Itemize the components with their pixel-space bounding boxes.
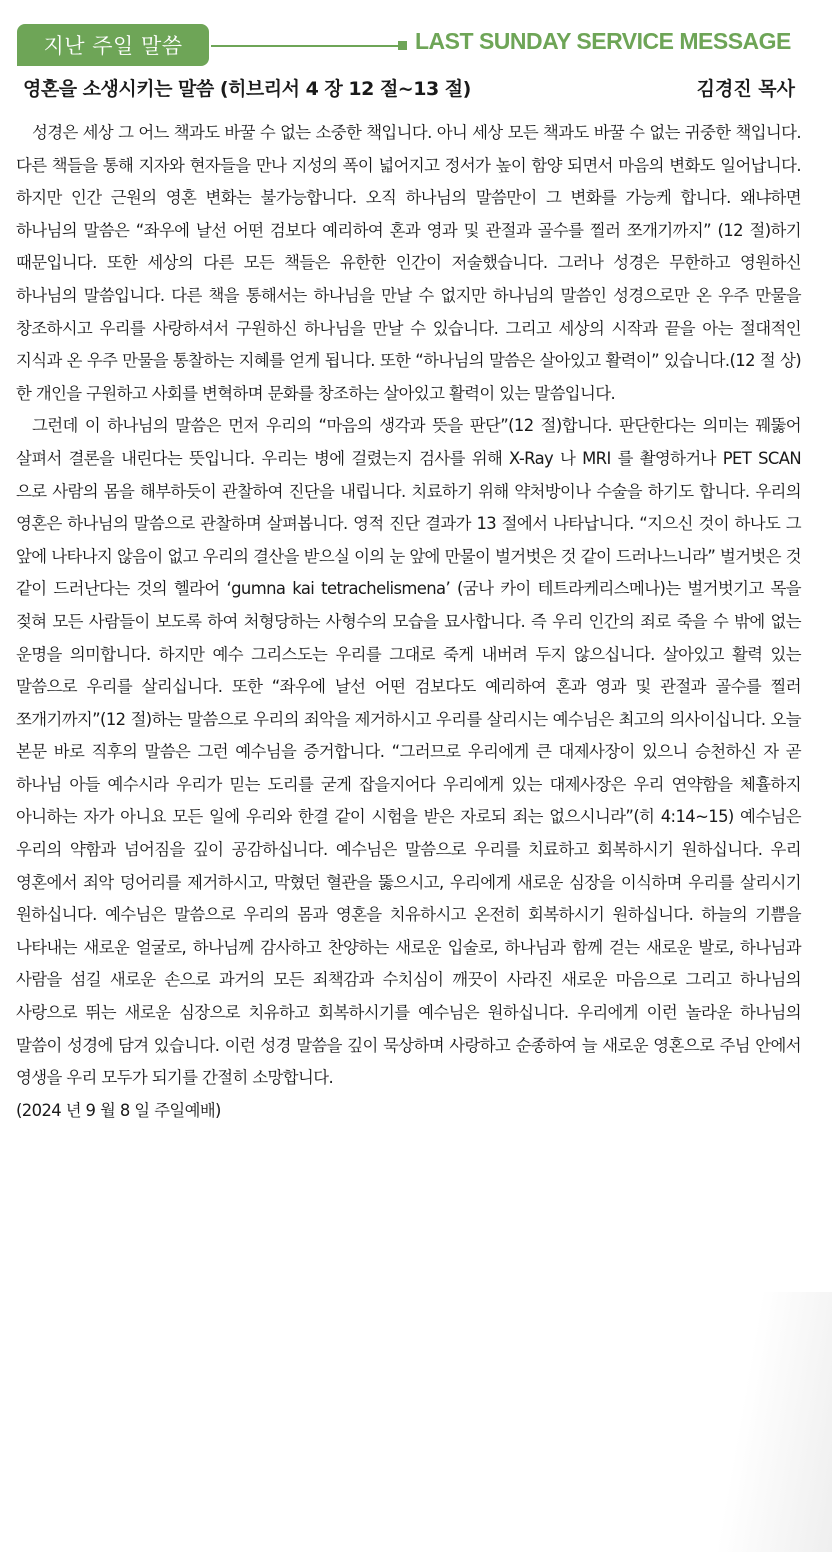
section-tag: 지난 주일 말씀 — [17, 24, 209, 66]
english-section-title: LAST SUNDAY SERVICE MESSAGE — [415, 28, 791, 54]
sermon-title-row — [17, 72, 799, 104]
sermon-body — [16, 117, 801, 1127]
sermon-paragraph-2: 그런데 이 하나님의 말씀은 먼저 우리의 “마음의 생각과 뜻을 판단”(12 절)합니다. 판단한다는 의미는 꿰뚫어 살펴서 결론을 내린다는 뜻입니다. 우리는 병에 걸렸는지 검사를 위해 X-Ray 나 MRI 를 촬영하거나 PET SCAN 으로 사람의 몸을 해부하듯이 관찰하여 진단을 내립니다. 치료하기 위해 약처방이나 수술을 하기도 합니다. 우리의 영혼은 하나님의 말씀으로 관찰하며 살펴봅니다. 영적 진단 결과가 13 절에서 나타납니다. “지으신 것이 하나도 그 앞에 나타나지 않음이 없고 우리의 결산을 받으실 이의 눈 앞에 만물이 벌거벗은 것 같이 드러나느니라” 벌거벗은 것 같이 드러난다는 것의 헬라어 ‘gumna kai tetrachelismena’ (굼나 카이 테트라케리스메나)는 벌거벗기고 목을 젖혀 모든 사람들이 보도록 하여 처형당하는 사형수의 모습을 묘사합니다. 즉 우리 인간의 죄로 죽을 수 밖에 없는 운명을 의미합니다. 하지만 예수 그리스도는 우리를 그대로 죽게 내버려 두지 않으십니다. 살아있고 활력 있는 말씀으로 우리를 살리십니다. 또한 “좌우에 날선 어떤 검보다도 예리하여 혼과 영과 및 관절과 골수를 찔러 쪼개기까지”(12 절)하는 말씀으로 우리의 죄악을 제거하시고 우리를 살리시는 예수님은 최고의 의사이십니다. 오늘 본문 바로 직후의 말씀은 그런 예수님을 증거합니다. “그러므로 우리에게 큰 대제사장이 있으니 승천하신 자 곧 하나님 아들 예수시라 우리가 믿는 도리를 굳게 잡을지어다 우리에게 있는 대제사장은 우리 연약함을 체휼하지 아니하는 자가 아니요 모든 일에 우리와 한결 같이 시험을 받은 자로되 죄는 없으시니라”(히 4:14~15) 예수님은 우리의 약함과 넘어짐을 깊이 공감하십니다. 예수님은 말씀으로 우리를 치료하고 회복하시기 원하십니다. 우리 영혼에서 죄악 덩어리를 제거하시고, 막혔던 혈관을 뚫으시고, 우리에게 새로운 심장을 이식하며 우리를 살리시기 원하십니다. 예수님은 말씀으로 우리의 몸과 영혼을 치유하시고 온전히 회복하시기 원하십니다. 하늘의 기쁨을 나타내는 새로운 얼굴로, 하나님께 감사하고 찬양하는 새로운 입술로, 하나님과 함께 걷는 새로운 발로, 하나님과 사람을 섬길 새로운 손으로 과거의 모든 죄책감과 수치심이 깨끗이 사라진 새로운 마음으로 그리고 하나님의 사랑으로 뛰는 새로운 심장으로 치유하고 회복하시기를 예수님은 원하십니다. 우리에게 이런 놀라운 하나님의 말씀이 성경에 담겨 있습니다. 이런 성경 말씀을 깊이 묵상하며 사랑하고 순종하여 늘 새로운 영혼으로 주님 안에서 영생을 우리 모두가 되기를 간절히 소망합니다. — [16, 416, 801, 1088]
header-rule-square-icon — [398, 41, 407, 50]
header-rule — [211, 45, 399, 47]
preacher-name: 김경진 목사 — [696, 78, 795, 100]
sermon-date: (2024 년 9 월 8 일 주일예배) — [16, 1100, 221, 1120]
section-header — [17, 24, 812, 66]
sermon-title: 영혼을 소생시키는 말씀 (히브리서 4 장 12 절~13 절) — [23, 78, 471, 100]
sermon-paragraph-1: 성경은 세상 그 어느 책과도 바꿀 수 없는 소중한 책입니다. 아니 세상 모든 책과도 바꿀 수 없는 귀중한 책입니다. 다른 책들을 통해 지자와 현자들을 만나 지성의 폭이 넓어지고 정서가 높이 함양 되면서 마음의 변화도 일어납니다. 하지만 인간 근원의 영혼 변화는 불가능합니다. 오직 하나님의 말씀만이 그 변화를 가능케 합니다. 왜냐하면 하나님의 말씀은 “좌우에 날선 어떤 검보다 예리하여 혼과 영과 및 관절과 골수를 찔러 쪼개기까지” (12 절)하기 때문입니다. 또한 세상의 다른 모든 책들은 유한한 인간이 저술했습니다. 그러나 성경은 무한하고 영원하신 하나님의 말씀입니다. 다른 책을 통해서는 하나님을 만날 수 없지만 하나님의 말씀인 성경으로만 온 우주 만물을 창조하시고 우리를 사랑하셔서 구원하신 하나님을 만날 수 있습니다. 그리고 세상의 시작과 끝을 아는 절대적인 지식과 온 우주 만물을 통찰하는 지혜를 얻게 됩니다. 또한 “하나님의 말씀은 살아있고 활력이” 있습니다.(12 절 상) 한 개인을 구원하고 사회를 변혁하며 문화를 창조하는 살아있고 활력이 있는 말씀입니다. — [16, 123, 801, 403]
page-corner-shade — [712, 1292, 832, 1552]
